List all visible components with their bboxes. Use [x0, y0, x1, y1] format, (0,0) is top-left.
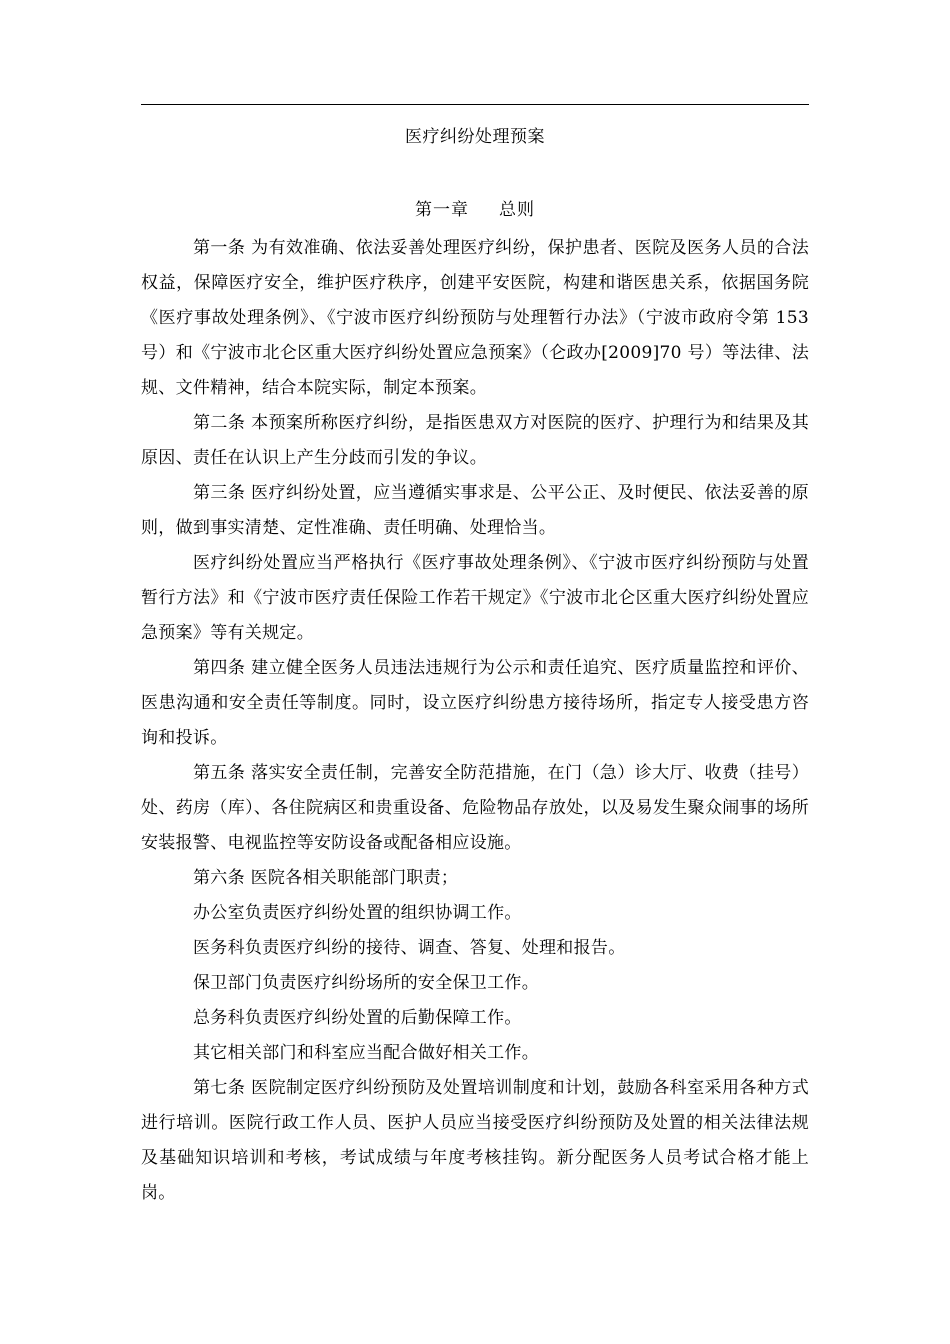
chapter-heading	[141, 197, 809, 223]
paragraph-general-affairs-duty: 总务科负责医疗纠纷处置的后勤保障工作。	[193, 1008, 522, 1028]
paragraph-security-duty: 保卫部门负责医疗纠纷场所的安全保卫工作。	[193, 973, 539, 993]
paragraph-article-6: 第六条 医院各相关职能部门职责；	[193, 868, 459, 888]
chapter-number: 第一章	[415, 200, 469, 220]
document-body	[141, 231, 809, 1211]
paragraph-other-departments: 其它相关部门和科室应当配合做好相关工作。	[193, 1043, 539, 1063]
paragraph-article-7: 第七条 医院制定医疗纠纷预防及处置培训制度和计划，鼓励各科室采用各种方式进行培训。医院行政工作人员、医护人员应当接受医疗纠纷预防及处置的相关法律法规及基础知识培训和考核，考试成绩与年度考核挂钩。新分配医务人员考试合格才能上岗。	[141, 1078, 809, 1203]
paragraph-medical-affairs-duty: 医务科负责医疗纠纷的接待、调查、答复、处理和报告。	[193, 938, 626, 958]
header-rule	[141, 104, 809, 105]
paragraph-article-5: 第五条 落实安全责任制，完善安全防范措施，在门（急）诊大厅、收费（挂号）处、药房（库）、各住院病区和贵重设备、危险物品存放处，以及易发生聚众闹事的场所安装报警、电视监控等安防设备或配备相应设施。	[141, 763, 809, 853]
paragraph-regulations: 医疗纠纷处置应当严格执行《医疗事故处理条例》、《宁波市医疗纠纷预防与处置暂行方法》和《宁波市医疗责任保险工作若干规定》《宁波市北仑区重大医疗纠纷处置应急预案》等有关规定。	[141, 553, 809, 643]
chapter-name: 总则	[499, 200, 535, 220]
paragraph-office-duty: 办公室负责医疗纠纷处置的组织协调工作。	[193, 903, 522, 923]
paragraph-article-2: 第二条 本预案所称医疗纠纷，是指医患双方对医院的医疗、护理行为和结果及其原因、责任在认识上产生分歧而引发的争议。	[141, 413, 809, 468]
paragraph-article-1: 第一条 为有效准确、依法妥善处理医疗纠纷，保护患者、医院及医务人员的合法权益，保障医疗安全，维护医疗秩序，创建平安医院，构建和谐医患关系，依据国务院《医疗事故处理条例》、《宁波市医疗纠纷预防与处理暂行办法》（宁波市政府令第 153 号）和《宁波市北仑区重大医疗纠纷处置应急预案》（仑政办[2009]70 号）等法律、法规、文件精神，结合本院实际，制定本预案。	[141, 238, 809, 398]
paragraph-article-4: 第四条 建立健全医务人员违法违规行为公示和责任追究、医疗质量监控和评价、医患沟通和安全责任等制度。同时，设立医疗纠纷患方接待场所，指定专人接受患方咨询和投诉。	[141, 658, 809, 748]
document-title: 医疗纠纷处理预案	[405, 127, 545, 147]
paragraph-article-3: 第三条 医疗纠纷处置，应当遵循实事求是、公平公正、及时便民、依法妥善的原则，做到事实清楚、定性准确、责任明确、处理恰当。	[141, 483, 809, 538]
